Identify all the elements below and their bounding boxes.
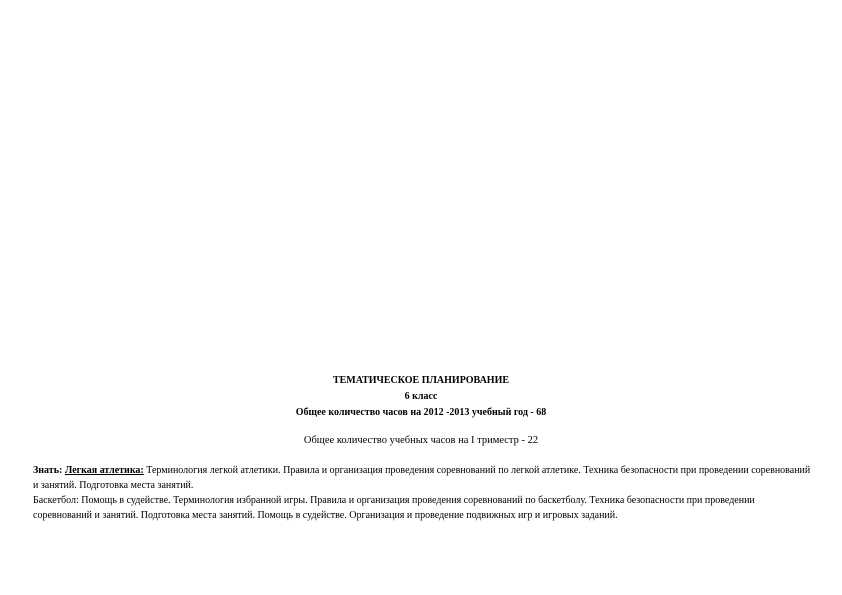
basketball-paragraph bbox=[33, 494, 813, 523]
athletics-text: Терминология легкой атлетики. Правила и организация проведения соревнований по легкой атлетике. Техника безопасности при проведении соревнований и занятий. Подготовка места занятий. bbox=[33, 465, 811, 491]
athletics-paragraph bbox=[33, 464, 813, 493]
trimester-hours-line: Общее количество учебных часов на I триместр - 22 bbox=[303, 435, 539, 446]
page-title: ТЕМАТИЧЕСКОЕ ПЛАНИРОВАНИЕ bbox=[332, 375, 510, 386]
athletics-section-label: Легкая атлетика: bbox=[64, 465, 144, 476]
know-label: Знать: bbox=[33, 465, 65, 476]
total-hours-line: Общее количество часов на 2012 -2013 учебный год - 68 bbox=[295, 407, 547, 418]
basketball-section-label: Баскетбол: bbox=[33, 495, 79, 506]
basketball-text: Помощь в судействе. Терминология избранной игры. Правила и организация проведения соревнований по баскетболу. Техника безопасности при проведении соревнований и занятий. Подготовка места занятий. Помощь в судействе. Организация и проведение подвижных игр и игровых заданий. bbox=[33, 495, 755, 521]
grade-label: 6 класс bbox=[404, 391, 438, 402]
